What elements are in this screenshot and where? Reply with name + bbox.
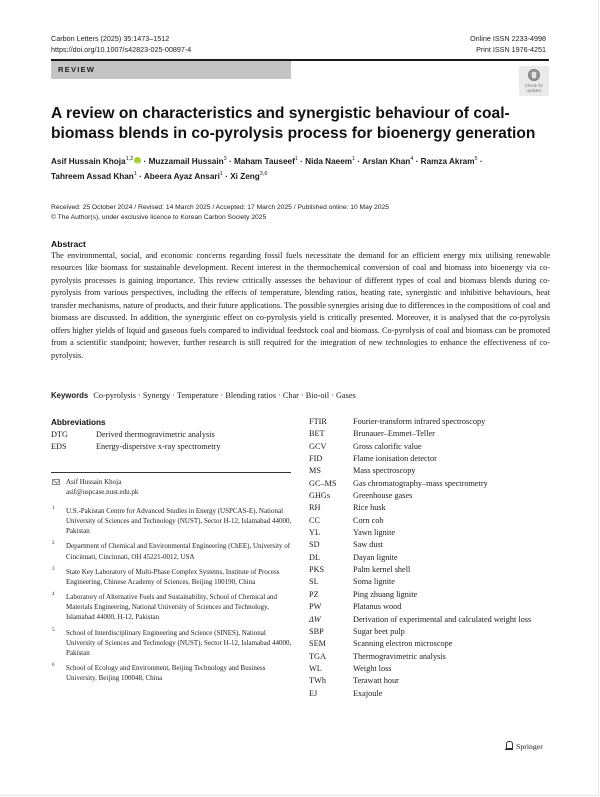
affiliations-list (51, 506, 296, 689)
affiliation-text: State Key Laboratory of Multi-Phase Complex Systems, Institute of Process Engineering, Chinese Academy of Sciences, Beijing 100190, China (66, 567, 280, 586)
author-separator: · (226, 157, 234, 166)
author-name[interactable]: Ramza Akram (420, 157, 475, 166)
affiliation-number: 5 (52, 627, 55, 633)
journal-header-right (470, 33, 546, 55)
author-separator: · (413, 157, 421, 166)
abbreviation-definition: Terawatt hour (353, 676, 399, 686)
abbreviation-definition: Yawn lignite (353, 528, 396, 538)
publisher-logo (505, 741, 543, 751)
article-type-banner (51, 61, 291, 79)
article-type-label: REVIEW (58, 65, 96, 74)
abbreviation-definition: Energy-dispersive x-ray spectrometry (96, 442, 221, 452)
author-name[interactable]: Asif Hussain Khoja (51, 157, 126, 166)
abbreviation-row (309, 576, 554, 588)
author-affiliation-marker: 1 (219, 171, 223, 177)
abbreviation-row (309, 589, 554, 601)
abbreviation-row (51, 429, 291, 441)
abstract-heading: Abstract (51, 239, 86, 249)
keywords-label: Keywords (51, 391, 89, 400)
abbreviation-row (309, 416, 554, 428)
abbreviation-term: PZ (309, 589, 319, 599)
abbreviation-row (309, 539, 554, 551)
abbreviation-definition: Sugar beet pulp (353, 626, 405, 636)
author-affiliation-marker: 1 (133, 171, 137, 177)
abbreviation-row (309, 552, 554, 564)
abbreviation-term: GC–MS (309, 478, 337, 488)
author-name[interactable]: Xi Zeng (230, 172, 260, 181)
author-name[interactable]: Abeera Ayaz Ansari (143, 172, 220, 181)
abbreviation-definition: Derived thermogravimetric analysis (96, 430, 215, 439)
abstract-text: The environmental, social, and economic concerns regarding fossil fuels necessitate the demand for an efficient energy mix utilising renewable resources like biomass for sustainable development. Recent interest in the thermochemical conversion of coal and biomass into bioenergy via co-pyrolysis processes is gaining importance. This review critically assesses the behaviour of different types of coal and biomass blends during co-pyrolysis from various perspectives, including the effects of temperature, blending ratios, heating rate, synergistic and inhibitive behaviours, heat transfer mechanisms, nature of products, and their future applications. The possible synergies arising due to differences in the compositions of coal and biomass are discussed. In addition, the synergistic effect on co-pyrolysis yield is critically presented. Moreover, it is analysed that the co-pyrolysis offers higher yields of liquid and gaseous fuels compared to individual feedstock coal and biomass. Co-pyrolysis of coal and biomass can be promoted from a scientific standpoint; however, further research is still required for the integration of new technologies to enhance the effectiveness of co-pyrolysis. (51, 251, 550, 360)
abbreviation-definition: Exajoule (353, 688, 383, 698)
article-dates (51, 203, 551, 223)
affiliation-text: Laboratory of Alternative Fuels and Sustainability, School of Chemical and Materials Engineering, National University of Sciences and Technology, Islamabad 44000, H-12, Pakistan (66, 593, 278, 622)
abbreviation-definition: Weight loss (353, 663, 392, 673)
abbreviation-definition: Rice husk (353, 503, 386, 513)
abbreviation-row (309, 626, 554, 638)
abbreviations-list-left (51, 429, 291, 454)
affiliation-item (51, 592, 296, 622)
abbreviation-row (309, 675, 554, 687)
author-name[interactable]: Muzzamail Hussain (148, 157, 224, 166)
abbreviation-term: PW (309, 602, 322, 612)
publisher-name: Springer (516, 742, 543, 751)
abbreviation-term: GCV (309, 441, 327, 451)
abbreviation-term: MS (309, 466, 321, 476)
author-list (51, 154, 551, 184)
abbreviation-term: SBP (309, 626, 324, 636)
corresponding-author-name: Asif Hussain Khoja (66, 478, 122, 486)
affiliation-item (51, 663, 296, 683)
author-affiliation-marker: 1,2 (125, 156, 134, 162)
abbreviation-row (309, 614, 554, 626)
abbreviation-term: SEM (309, 639, 326, 649)
affiliation-text: Department of Chemical and Environmental Engineering (ChEE), University of Cincinnati, Cincinnati, OH 45221-0012, USA (66, 542, 291, 561)
abbreviation-term: YL (309, 528, 320, 538)
abbreviation-row (309, 688, 554, 700)
abbreviation-term: TWh (309, 676, 326, 686)
keywords-line (51, 390, 551, 402)
abbreviation-definition: Flame ionisation detector (353, 454, 437, 464)
abbreviation-term: RH (309, 503, 321, 513)
author-affiliation-marker: 4 (410, 156, 414, 162)
copyright-line: © The Author(s), under exclusive licence to Korean Carbon Society 2025 (51, 214, 267, 221)
abbreviation-row (309, 601, 554, 613)
springer-horse-icon (505, 741, 513, 750)
article-title: A review on characteristics and synergistic behaviour of coal-biomass blends in co-pyrolysis process for bioenergy generation (51, 105, 536, 142)
journal-header-left (51, 33, 191, 55)
abbreviation-term: CC (309, 515, 321, 525)
abbreviation-definition: Mass spectroscopy (353, 466, 416, 476)
abbreviation-definition: Fourier-transform infrared spectroscopy (353, 417, 486, 426)
author-affiliation-marker: 3,6 (259, 171, 268, 177)
author-name[interactable]: Tahreem Assad Khan (51, 172, 134, 181)
online-issn: Online ISSN 2233-4998 (470, 34, 546, 43)
author-affiliation-marker: 1 (294, 156, 298, 162)
history-dates: Received: 25 October 2024 / Revised: 14 March 2025 / Accepted: 17 March 2025 / Published online: 10 May 2025 (51, 204, 389, 211)
author-affiliation-marker: 1 (352, 156, 356, 162)
abbreviation-term: WL (309, 663, 322, 673)
corresponding-author-email[interactable]: asif@uspcase.nust.edu.pk (66, 488, 139, 496)
affiliation-text: U.S.-Pakistan Centre for Advanced Studies in Energy (USPCAS-E), National University of Sciences and Technology (NUST), Sector H-12, Islamabad 44000, Pakistan (66, 507, 292, 536)
abbreviation-row (309, 651, 554, 663)
doi-link[interactable]: https://doi.org/10.1007/s42823-025-00897-4 (51, 45, 192, 54)
abbreviation-term: TGA (309, 651, 326, 661)
affiliation-text: School of Ecology and Environment, Beijing Technology and Business University, Beijing 100048, China (66, 664, 266, 683)
affiliation-number: 4 (52, 592, 55, 598)
abbreviation-definition: Corn cob (353, 515, 384, 525)
abbreviation-definition: Platanus wood (353, 602, 402, 612)
author-name[interactable]: Nida Naeem (305, 157, 353, 166)
abbreviation-definition: Scanning electron microscope (353, 639, 453, 649)
abbreviation-row (309, 515, 554, 527)
author-separator: · (141, 157, 149, 166)
abbreviation-term: SL (309, 577, 319, 587)
abbreviation-definition: Palm kernel shell (353, 565, 411, 575)
abbreviation-definition: Ping zhuang lignite (353, 589, 418, 599)
author-separator: · (355, 157, 363, 166)
keywords-text: Co-pyrolysis · Synergy · Temperature · Blending ratios · Char · Bio-oil · Gases (93, 391, 356, 400)
abbreviation-term: PKS (309, 565, 325, 575)
correspondence (51, 477, 296, 497)
author-separator: · (477, 157, 483, 166)
print-issn: Print ISSN 1976-4251 (476, 45, 546, 54)
abbreviation-definition: Dayan lignite (353, 552, 398, 562)
abbreviation-row (309, 453, 554, 465)
affiliation-number: 1 (52, 506, 55, 511)
affiliation-item (51, 567, 296, 587)
check-for-updates-label: Check for updates (525, 83, 543, 93)
abbreviation-term: DL (309, 552, 320, 562)
affiliation-item (51, 628, 296, 658)
author-name[interactable]: Arslan Khan (362, 157, 411, 166)
envelope-icon (52, 479, 60, 485)
abbreviation-row (309, 428, 554, 440)
abbreviation-term: DTG (51, 430, 68, 439)
author-separator: · (297, 157, 306, 166)
affiliation-item (51, 506, 296, 536)
abbreviation-definition: Brunauer–Emmet–Teller (353, 429, 435, 439)
author-affiliation-marker: 3 (223, 156, 227, 162)
author-separator: · (222, 172, 231, 181)
author-name[interactable]: Maham Tauseef (233, 157, 295, 166)
footnote-rule (51, 472, 291, 473)
abbreviation-row (309, 441, 554, 453)
affiliation-text: School of Interdisciplinary Engineering and Science (SINES), National University of Sciences and Technology (NUST), Sector H-12, Islamabad 44000, Pakistan (66, 628, 292, 657)
abbreviation-row (309, 527, 554, 539)
author-affiliation-marker: 5 (474, 156, 478, 162)
abbreviation-definition: Saw dust (353, 540, 384, 550)
abbreviation-definition: Gas chromatography–mass spectrometry (353, 478, 488, 488)
abbreviation-row (309, 478, 554, 490)
abbreviation-term: ΔW (309, 614, 321, 624)
abbreviation-definition: Greenhouse gases (353, 491, 413, 501)
abbreviation-term: BET (309, 429, 325, 439)
author-separator: · (136, 172, 144, 181)
abbreviation-row (309, 663, 554, 675)
affiliation-number: 3 (52, 566, 55, 572)
abbreviations-list-right (309, 416, 554, 700)
check-for-updates-button[interactable] (519, 66, 549, 96)
abbreviation-row (51, 441, 291, 453)
abbreviation-term: SD (309, 540, 320, 550)
abbreviation-row (309, 564, 554, 576)
abbreviation-definition: Thermogravimetric analysis (353, 651, 446, 661)
bookmark-icon (528, 69, 540, 81)
abbreviation-row (309, 465, 554, 477)
abbreviation-term: EDS (51, 442, 67, 452)
abbreviation-row (309, 490, 554, 502)
journal-citation: Carbon Letters (2025) 35:1473–1512 (51, 34, 170, 43)
abbreviation-term: FTIR (309, 417, 327, 426)
affiliation-number: 2 (52, 541, 55, 547)
abbreviation-definition: Gross calorific value (353, 441, 422, 451)
abbreviation-definition: Soma lignite (353, 577, 395, 587)
abbreviation-term: EJ (309, 688, 318, 698)
affiliation-number: 6 (52, 663, 55, 669)
abbreviation-definition: Derivation of experimental and calculated weight loss (353, 614, 532, 624)
affiliation-item (51, 541, 296, 561)
abbreviation-row (309, 502, 554, 514)
abbreviation-term: FID (309, 454, 323, 464)
abbreviations-heading: Abbreviations (51, 418, 106, 427)
abbreviation-row (309, 638, 554, 650)
abbreviation-term: GHGs (309, 491, 331, 501)
